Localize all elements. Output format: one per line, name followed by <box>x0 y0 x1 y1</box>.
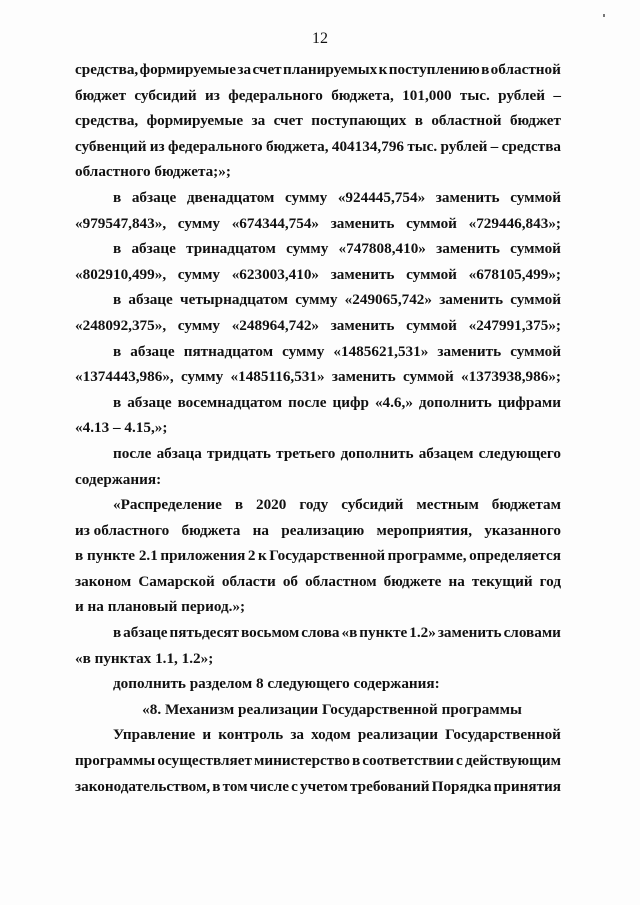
text-word: пятнадцатом <box>183 342 274 360</box>
text-word: «802910,499», <box>75 265 167 283</box>
text-line <box>75 159 561 185</box>
text-word: «674344,754» <box>231 214 320 232</box>
text-word: заменить <box>439 291 503 309</box>
text-word: ходом <box>311 726 351 744</box>
text-word: числе <box>249 777 290 795</box>
text-word: «1485621,531» <box>333 342 429 360</box>
text-word: счет <box>273 112 303 130</box>
text-line <box>75 543 561 569</box>
text-line <box>75 569 561 595</box>
text-word: и <box>202 726 212 744</box>
text-word: Государственной <box>445 726 561 744</box>
text-word: в <box>113 342 122 360</box>
text-word: слова <box>301 624 340 642</box>
text-word: заменить <box>330 265 395 283</box>
text-word: «247991,375»; <box>468 316 561 334</box>
text-word: суммой <box>402 368 454 386</box>
text-word: «248964,742» <box>231 316 320 334</box>
text-word: об <box>282 572 298 590</box>
text-word: определяется <box>469 547 561 565</box>
text-line <box>75 236 561 262</box>
text-line <box>75 415 561 441</box>
text-word: «248092,375», <box>75 316 167 334</box>
text-word: формируемые <box>146 112 244 130</box>
text-word: за <box>251 112 266 130</box>
text-word: восемнадцатом <box>177 393 283 411</box>
text-word: бюджета <box>181 521 241 539</box>
text-word: абзаца <box>156 444 202 462</box>
text-word: абзаце <box>128 291 173 309</box>
text-word: субвенций <box>75 137 147 155</box>
text-word: абзаце <box>123 624 168 642</box>
text-word: – <box>553 86 561 104</box>
text-line <box>75 185 561 211</box>
text-word: тыс. <box>459 86 490 104</box>
text-word: суммой <box>510 342 561 360</box>
text-word: сумму <box>284 188 328 206</box>
text-word: в <box>351 752 361 770</box>
text-word: заменить <box>436 240 500 258</box>
text-word: дополнить <box>340 444 414 462</box>
text-word: к <box>257 547 267 565</box>
text-word: бюджета, <box>331 86 394 104</box>
text-line <box>75 774 561 800</box>
text-word: средства, <box>75 112 139 130</box>
text-word: содержания: <box>75 470 162 488</box>
text-word: бюджетам <box>491 496 561 514</box>
text-word: суммой <box>406 265 457 283</box>
text-word: том <box>222 777 248 795</box>
text-word: рублей <box>498 86 545 104</box>
text-word: счет <box>252 61 282 78</box>
text-word: в <box>113 240 122 258</box>
text-word: соответствии <box>362 752 454 770</box>
text-word: законом <box>75 572 132 590</box>
text-word: средства, <box>75 61 139 78</box>
text-word: году <box>299 496 329 514</box>
text-word: заменить <box>435 188 500 206</box>
text-word: из областного <box>75 521 170 539</box>
text-word: в <box>234 496 244 514</box>
text-word: указанного <box>484 521 561 539</box>
text-word: следующего <box>478 444 561 462</box>
text-word: и на плановый период.»; <box>75 598 246 616</box>
text-line <box>75 211 561 237</box>
text-line <box>75 339 561 365</box>
text-word: реализации <box>357 726 438 744</box>
text-line <box>75 646 561 672</box>
text-word: Порядка <box>431 777 492 795</box>
text-word: год <box>539 572 561 590</box>
text-word: 1.2» <box>409 624 436 642</box>
text-word: восьмом <box>241 624 300 642</box>
text-line <box>75 108 561 134</box>
text-word: суммой <box>406 316 457 334</box>
text-word: «747808,410» <box>338 240 426 258</box>
text-word: дополнить <box>418 393 492 411</box>
text-line <box>75 467 561 493</box>
text-word: после <box>113 444 152 462</box>
text-word: заменить <box>437 624 502 642</box>
text-word: принятия <box>493 777 561 795</box>
text-word: абзаце <box>131 240 176 258</box>
text-word: четырнадцатом <box>180 291 288 309</box>
text-word: областной <box>490 61 561 78</box>
text-word: словами <box>503 624 561 642</box>
text-word: приложения <box>160 547 246 565</box>
text-word: заменить <box>437 342 502 360</box>
text-word: из <box>204 86 220 104</box>
text-word: тыс. <box>407 137 438 155</box>
text-word: формируемые <box>139 61 237 78</box>
text-word: министерство <box>254 752 350 770</box>
text-word: сумму <box>177 265 221 283</box>
text-word: «8. Механизм реализации Государственной программы <box>142 700 522 718</box>
text-word: субсидий <box>341 496 404 514</box>
page-number: 12 <box>312 30 328 47</box>
text-word: пятьдесят <box>169 624 240 642</box>
text-word: суммой <box>510 240 561 258</box>
text-word: реализацию <box>281 521 365 539</box>
text-line <box>75 134 561 160</box>
text-line <box>75 262 561 288</box>
text-line <box>75 441 561 467</box>
text-word: «4.6,» <box>374 393 413 411</box>
text-word: тринадцатом <box>186 240 276 258</box>
text-word: «1373938,986»; <box>461 368 561 386</box>
text-line <box>75 722 561 748</box>
text-word: областной <box>431 112 502 130</box>
text-word: абзацем <box>418 444 474 462</box>
text-word: требований <box>350 777 430 795</box>
text-line <box>75 518 561 544</box>
text-word: цифр <box>332 393 369 411</box>
text-word: поступающих <box>311 112 407 130</box>
text-word: бюджет <box>75 86 127 104</box>
text-word: заменить <box>330 316 395 334</box>
text-word: законодательством, <box>75 777 211 795</box>
text-line <box>75 671 561 697</box>
text-word: средства <box>501 137 561 155</box>
text-word: суммой <box>510 291 561 309</box>
text-line <box>75 697 561 723</box>
text-line <box>75 83 561 109</box>
text-word: в <box>113 393 122 411</box>
text-line <box>75 364 561 390</box>
text-line <box>75 620 561 646</box>
text-word: сумму <box>295 291 338 309</box>
text-word: за <box>237 61 252 78</box>
text-word: сумму <box>177 316 221 334</box>
text-line <box>75 390 561 416</box>
text-line <box>75 313 561 339</box>
text-word: бюджете <box>383 572 442 590</box>
text-word: поступлению <box>388 61 480 78</box>
text-word: за <box>290 726 305 744</box>
text-word: на <box>252 521 269 539</box>
text-word: «924445,754» <box>337 188 426 206</box>
text-word: Самарской <box>138 572 215 590</box>
text-word: «1485116,531» <box>230 368 325 386</box>
text-word: в пункте 2.1 <box>75 547 158 565</box>
text-line <box>75 492 561 518</box>
text-word: «678105,499»; <box>468 265 561 283</box>
text-word: суммой <box>510 188 561 206</box>
text-line <box>75 57 561 83</box>
text-word: 2020 <box>255 496 287 514</box>
text-word: двенадцатом <box>186 188 275 206</box>
text-word: с <box>291 777 298 795</box>
text-line <box>75 287 561 313</box>
text-word: местным <box>416 496 479 514</box>
text-word: в <box>113 188 122 206</box>
text-word: осуществляет <box>157 752 252 770</box>
text-word: «в <box>341 624 358 642</box>
text-word: областного бюджета;»; <box>75 163 231 181</box>
text-word: заменить <box>330 214 395 232</box>
text-word: в <box>113 624 122 642</box>
text-line <box>75 748 561 774</box>
text-word: Управление <box>113 726 196 744</box>
document-body <box>75 57 561 799</box>
text-word: сумму <box>177 214 221 232</box>
text-word: контроль <box>218 726 284 744</box>
text-word: области <box>221 572 276 590</box>
text-word: программе, <box>387 547 467 565</box>
text-word: «1374443,986», <box>75 368 174 386</box>
text-word: заменить <box>331 368 396 386</box>
text-word: «Распределение <box>113 496 222 514</box>
text-word: абзаце <box>130 342 175 360</box>
text-word: сумму <box>282 342 325 360</box>
text-word: программы <box>75 752 156 770</box>
text-word: бюджет <box>509 112 561 130</box>
text-word: в <box>113 291 122 309</box>
text-word: тридцать <box>207 444 271 462</box>
text-word: на <box>448 572 465 590</box>
text-word: суммой <box>406 214 457 232</box>
text-word: – <box>490 137 499 155</box>
text-word: текущий <box>471 572 533 590</box>
text-word: «623003,410» <box>231 265 320 283</box>
text-word: «979547,843», <box>75 214 167 232</box>
text-word: в <box>212 777 221 795</box>
text-line <box>75 594 561 620</box>
text-word: рублей <box>440 137 488 155</box>
text-word: сумму <box>181 368 224 386</box>
text-word: пункте <box>359 624 408 642</box>
text-word: планируемых <box>282 61 378 78</box>
text-word: дополнить разделом 8 следующего содержания: <box>113 675 440 693</box>
text-word: цифрами <box>497 393 561 411</box>
text-word: Государственной <box>269 547 386 565</box>
text-word: 404134,796 <box>331 137 404 155</box>
text-word: мероприятия, <box>376 521 473 539</box>
text-word: в <box>481 61 490 78</box>
text-word: федерального <box>167 137 263 155</box>
text-word: после <box>288 393 327 411</box>
text-word: областном <box>305 572 377 590</box>
text-word: «249065,742» <box>344 291 432 309</box>
text-word: учетом <box>300 777 348 795</box>
text-word: сумму <box>286 240 329 258</box>
text-word: с <box>456 752 463 770</box>
text-word: действующим <box>464 752 561 770</box>
text-word: 2 <box>247 547 256 565</box>
text-word: «в пунктах 1.1, 1.2»; <box>75 649 214 667</box>
text-word: в <box>414 112 423 130</box>
text-word: субсидий <box>134 86 197 104</box>
text-word: третьего <box>276 444 336 462</box>
text-word: бюджета, <box>265 137 329 155</box>
text-word: к <box>378 61 388 78</box>
text-word: федерального <box>228 86 323 104</box>
text-word: «4.13 – 4.15,»; <box>75 419 168 437</box>
text-word: «729446,843»; <box>468 214 561 232</box>
text-word: из <box>149 137 165 155</box>
text-word: абзаце <box>127 393 172 411</box>
scan-speck <box>603 14 605 17</box>
text-word: 101,000 <box>402 86 452 104</box>
text-word: абзаце <box>131 188 177 206</box>
